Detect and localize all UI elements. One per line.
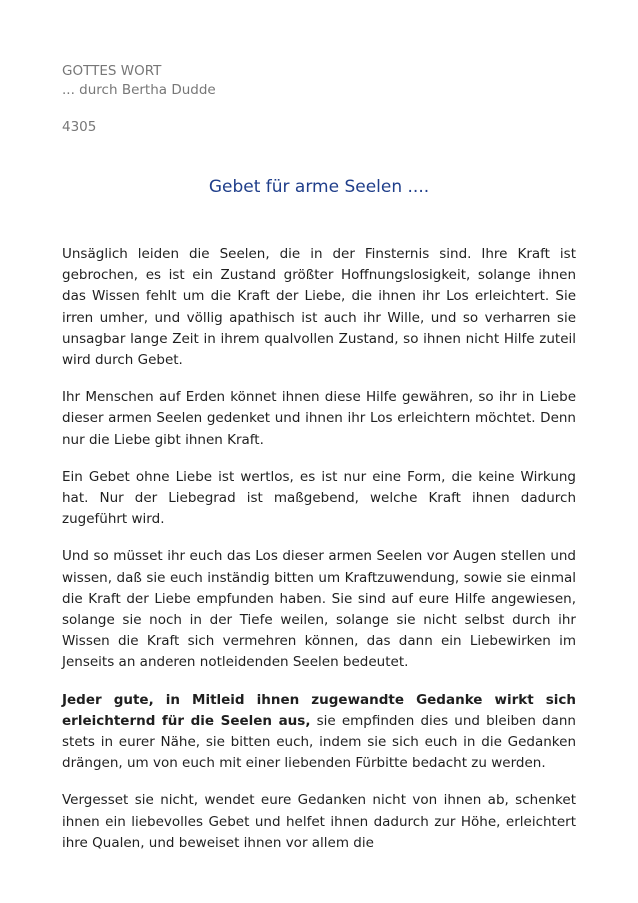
paragraph-text: sie empfinden dies und bleiben dann stets in eurer Nähe, sie bitten euch, indem sie sich euch in die Gedanken drängen, um von euch mit einer liebenden Fürbitte bedacht zu werden. bbox=[62, 712, 576, 772]
document-number: 4305 bbox=[62, 119, 97, 135]
paragraph bbox=[62, 467, 576, 531]
paragraph bbox=[62, 690, 576, 775]
paragraph bbox=[62, 387, 576, 451]
header-author: ... durch Bertha Dudde bbox=[62, 82, 216, 98]
paragraph bbox=[62, 546, 576, 673]
paragraph bbox=[62, 244, 576, 371]
paragraph-text: Unsäglich leiden die Seelen, die in der Finsternis sind. Ihre Kraft ist gebrochen, es ist ein Zustand größter Hoffnungslosigkeit, solange ihnen das Wissen fehlt um die Kraft der Liebe, die ihnen ihr Los erleichtert. Sie irren umher, und völlig apathisch ist auch ihr Wille, und so verharren sie unsagbar lange Zeit in ihrem qualvollen Zustand, so ihnen nicht Hilfe zuteil wird durch Gebet. bbox=[62, 246, 576, 369]
page-title: Gebet für arme Seelen .... bbox=[208, 177, 430, 197]
paragraph-text: Ein Gebet ohne Liebe ist wertlos, es ist nur eine Form, die keine Wirkung hat. Nur der Liebegrad ist maßgebend, welche Kraft ihnen dadurch zugeführt wird. bbox=[62, 468, 576, 528]
paragraph-text: Und so müsset ihr euch das Los dieser armen Seelen vor Augen stellen und wissen, daß sie euch inständig bitten um Kraftzuwendung, sowie sie einmal die Kraft der Liebe empfunden haben. Sie sind auf eure Hilfe angewiesen, solange sie noch in der Tiefe weilen, solange sie nicht selbst durch ihr Wissen die Kraft sich vermehren können, das dann ein Liebewirken im Jenseits an anderen notleidenden Seelen bedeutet. bbox=[62, 548, 576, 671]
paragraph-text: Ihr Menschen auf Erden könnet ihnen diese Hilfe gewähren, so ihr in Liebe dieser armen Seelen gedenket und ihnen ihr Los erleichtern möchtet. Denn nur die Liebe gibt ihnen Kraft. bbox=[62, 389, 576, 448]
header-series-title: GOTTES WORT bbox=[62, 63, 162, 79]
paragraph-bold-text: Jeder gute, in Mitleid ihnen zugewandte Gedanke wirkt sich erleichternd für die Seelen aus, bbox=[62, 691, 576, 729]
paragraph-text: Vergesset sie nicht, wendet eure Gedanken nicht von ihnen ab, schenket ihnen ein liebevolles Gebet und helfet ihnen dadurch zur Höhe, erleichtert ihre Qualen, und beweiset ihnen vor allem die bbox=[62, 792, 576, 851]
document-header bbox=[62, 62, 216, 100]
document-body bbox=[62, 244, 576, 854]
paragraph bbox=[62, 790, 576, 854]
